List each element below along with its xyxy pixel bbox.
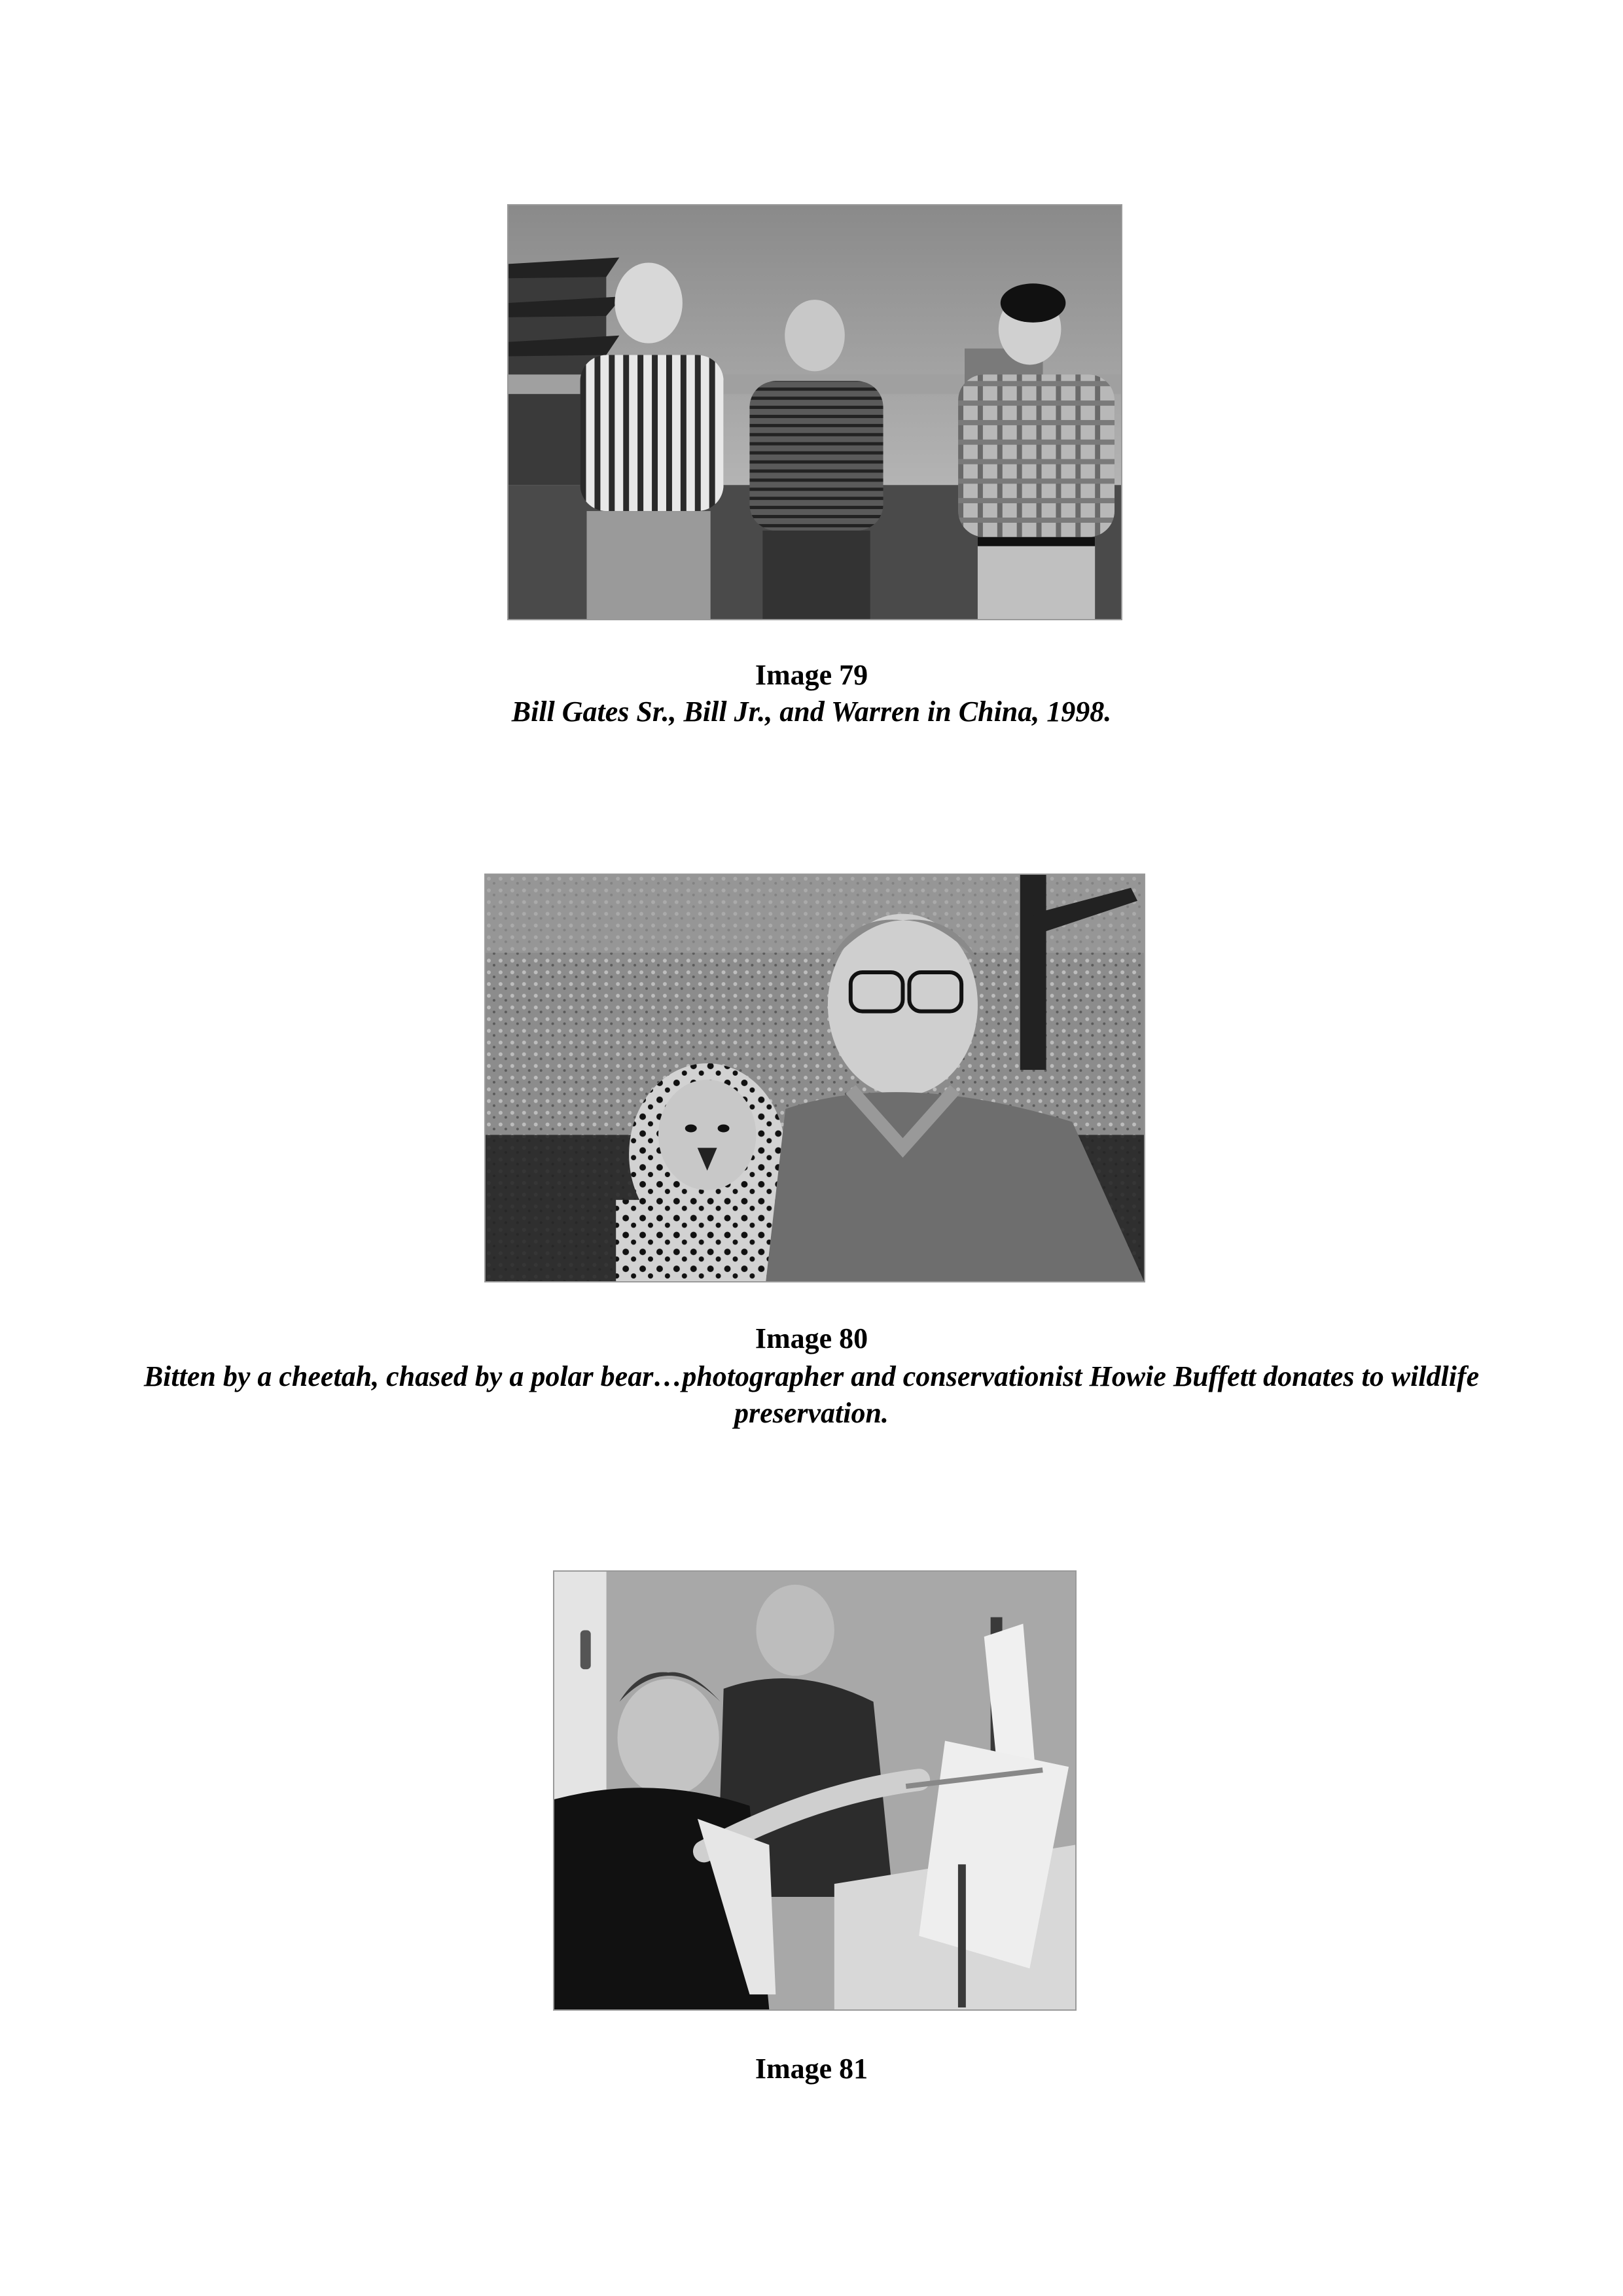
- figure-caption-79: Bill Gates Sr., Bill Jr., and Warren in China, 1998.: [511, 696, 1112, 728]
- three-men-great-wall-photo: [508, 205, 1121, 619]
- figure-label-79: Image 79: [755, 659, 868, 691]
- figure-label-80: Image 80: [755, 1322, 868, 1354]
- photo-image-81: [553, 1570, 1077, 2011]
- photo-image-79: [507, 204, 1122, 620]
- man-with-cheetah-photo: [486, 875, 1144, 1281]
- two-men-painting-photo: [554, 1572, 1075, 2009]
- figure-label-81: Image 81: [755, 2053, 868, 2085]
- photo-image-80: [484, 874, 1145, 1282]
- figure-caption-80: Bitten by a cheetah, chased by a polar bear…photographer and conservationist Howie Buffett donates to wildlife preservation.: [143, 1360, 1480, 1429]
